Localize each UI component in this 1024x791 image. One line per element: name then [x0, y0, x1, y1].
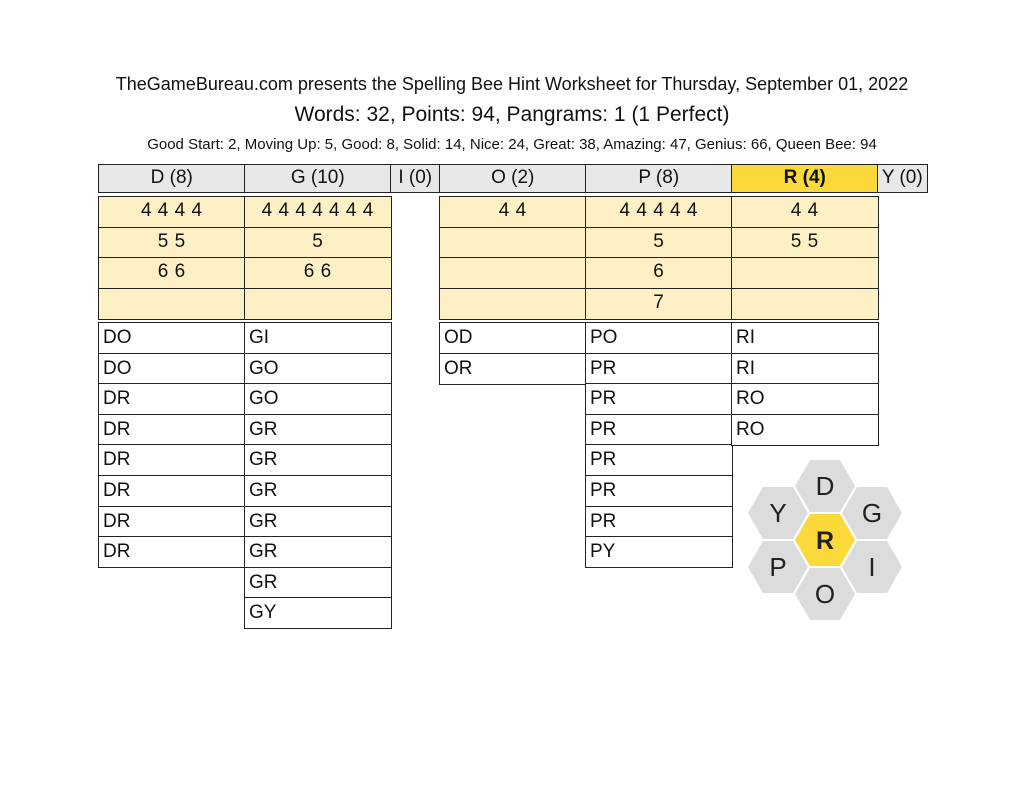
two-letter-cell: PY — [585, 536, 733, 568]
two-letter-cell: DR — [98, 475, 246, 507]
hive-center-letter: R — [815, 527, 835, 555]
two-letter-cell: DR — [98, 536, 246, 568]
hive-top-left-letter: Y — [769, 498, 787, 529]
hive-bottom-left-letter: P — [769, 551, 787, 582]
worksheet-title: TheGameBureau.com presents the Spelling Bee Hint Worksheet for Thursday, September 01, 2022 — [115, 74, 909, 94]
length-count-cell: 6 6 — [98, 257, 246, 289]
two-letter-cell: PR — [585, 444, 733, 476]
two-letter-cell: GR — [244, 475, 392, 507]
two-letter-cell: PR — [585, 414, 733, 446]
length-count-cell — [439, 227, 587, 259]
two-letter-cell: RO — [731, 414, 879, 446]
two-letter-cell: GR — [244, 536, 392, 568]
letter-header-p: P (8) — [585, 164, 733, 193]
length-count-cell: 5 — [244, 227, 392, 259]
two-letter-cell: RI — [731, 322, 879, 354]
two-letter-cell: DR — [98, 444, 246, 476]
two-letter-cell: DO — [98, 322, 246, 354]
two-letter-cell: DO — [98, 353, 246, 385]
hive-top-right-letter: G — [861, 498, 883, 529]
length-count-cell: 6 — [585, 257, 733, 289]
letter-header-g: G (10) — [244, 164, 392, 193]
two-letter-cell: GR — [244, 414, 392, 446]
length-count-cell — [439, 257, 587, 289]
length-count-cell: 5 5 — [98, 227, 246, 259]
length-count-cell: 5 5 — [731, 227, 879, 259]
two-letter-cell: GI — [244, 322, 392, 354]
two-letter-cell: RI — [731, 353, 879, 385]
two-letter-cell: GR — [244, 567, 392, 599]
two-letter-cell: PR — [585, 383, 733, 415]
length-count-cell — [439, 288, 587, 320]
two-letter-cell: PR — [585, 506, 733, 538]
two-letter-cell: DR — [98, 506, 246, 538]
length-count-cell: 6 6 — [244, 257, 392, 289]
hive-top-letter: D — [815, 471, 835, 502]
length-count-cell — [731, 288, 879, 320]
letter-header-i: I (0) — [390, 164, 441, 193]
hive-bottom-letter: O — [814, 578, 836, 609]
length-count-cell: 4 4 4 4 4 4 4 — [244, 196, 392, 228]
letter-hive — [740, 452, 910, 627]
two-letter-cell: GO — [244, 353, 392, 385]
two-letter-cell: GR — [244, 506, 392, 538]
two-letter-cell: DR — [98, 414, 246, 446]
two-letter-cell: OD — [439, 322, 587, 354]
length-count-cell: 4 4 — [731, 196, 879, 228]
two-letter-cell: GO — [244, 383, 392, 415]
two-letter-cell: GY — [244, 597, 392, 629]
length-count-cell: 7 — [585, 288, 733, 320]
length-count-cell — [731, 257, 879, 289]
length-count-cell — [244, 288, 392, 320]
letter-header-r: R (4) — [731, 164, 879, 193]
letter-header-d: D (8) — [98, 164, 246, 193]
length-count-cell: 4 4 — [439, 196, 587, 228]
two-letter-cell: RO — [731, 383, 879, 415]
length-count-cell: 4 4 4 4 — [98, 196, 246, 228]
letter-header-o: O (2) — [439, 164, 587, 193]
length-count-cell: 5 — [585, 227, 733, 259]
two-letter-cell: DR — [98, 383, 246, 415]
length-count-cell: 4 4 4 4 4 — [585, 196, 733, 228]
two-letter-cell: OR — [439, 353, 587, 385]
two-letter-cell: PR — [585, 353, 733, 385]
two-letter-cell: PO — [585, 322, 733, 354]
letter-header-y: Y (0) — [877, 164, 928, 193]
rank-thresholds: Good Start: 2, Moving Up: 5, Good: 8, Solid: 14, Nice: 24, Great: 38, Amazing: 47, Genius: 66, Queen Bee: 94 — [147, 136, 877, 153]
two-letter-cell: PR — [585, 475, 733, 507]
two-letter-cell: GR — [244, 444, 392, 476]
length-count-cell — [98, 288, 246, 320]
worksheet-stats: Words: 32, Points: 94, Pangrams: 1 (1 Perfect) — [294, 103, 730, 126]
hive-bottom-right-letter: I — [868, 551, 876, 582]
